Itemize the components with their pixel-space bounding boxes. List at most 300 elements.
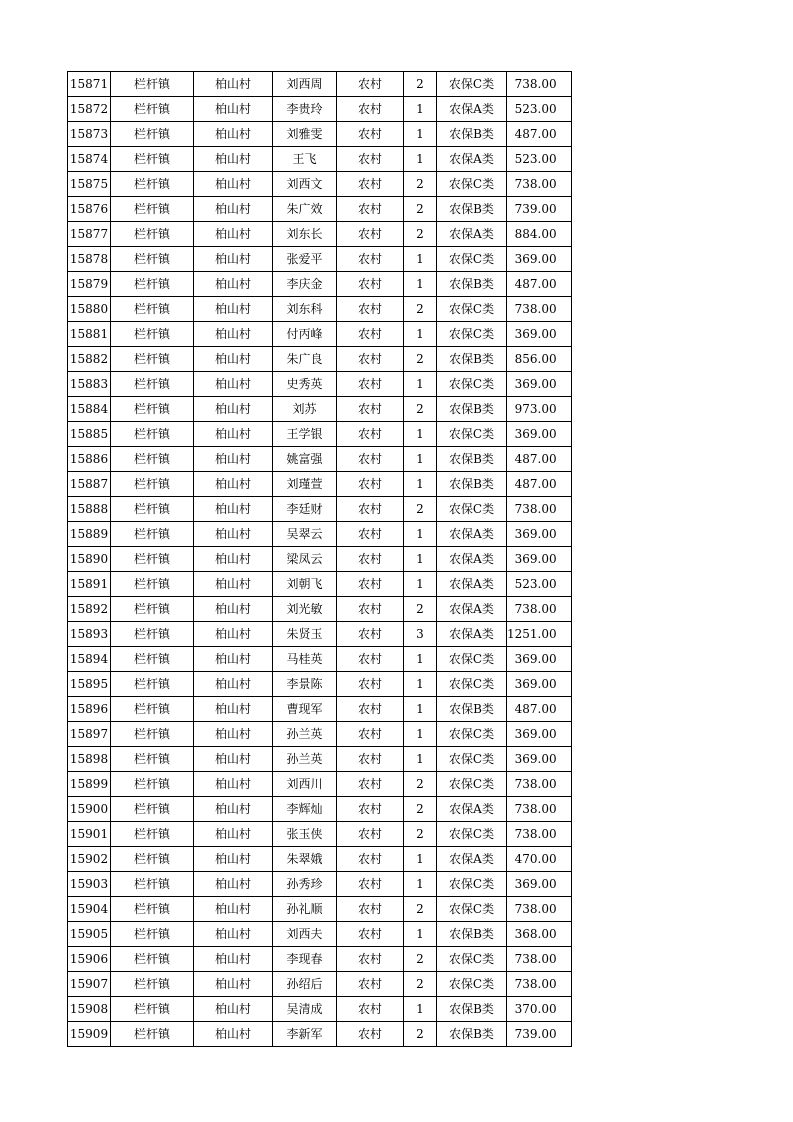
town-cell: 栏杆镇 [111, 447, 194, 472]
household-size-cell: 2 [404, 947, 437, 972]
town-cell: 栏杆镇 [111, 647, 194, 672]
table-row [68, 397, 572, 422]
table-row [68, 997, 572, 1022]
data-table [67, 71, 572, 1047]
insurance-category-cell: 农保A类 [437, 797, 507, 822]
town-cell: 栏杆镇 [111, 372, 194, 397]
household-type-cell: 农村 [337, 672, 404, 697]
household-type-cell: 农村 [337, 322, 404, 347]
household-size-cell: 1 [404, 847, 437, 872]
village-cell: 柏山村 [194, 372, 273, 397]
town-cell: 栏杆镇 [111, 772, 194, 797]
name-cell: 朱广良 [273, 347, 337, 372]
record-id-cell: 15896 [68, 697, 111, 722]
name-cell: 刘东科 [273, 297, 337, 322]
name-cell: 李新军 [273, 1022, 337, 1047]
insurance-category-cell: 农保C类 [437, 647, 507, 672]
village-cell: 柏山村 [194, 322, 273, 347]
record-id-cell: 15879 [68, 272, 111, 297]
name-cell: 付丙峰 [273, 322, 337, 347]
name-cell: 李贵玲 [273, 97, 337, 122]
household-type-cell: 农村 [337, 922, 404, 947]
household-size-cell: 2 [404, 72, 437, 97]
name-cell: 孙兰英 [273, 747, 337, 772]
village-cell: 柏山村 [194, 622, 273, 647]
village-cell: 柏山村 [194, 822, 273, 847]
village-cell: 柏山村 [194, 947, 273, 972]
household-size-cell: 1 [404, 147, 437, 172]
name-cell: 梁凤云 [273, 547, 337, 572]
household-size-cell: 3 [404, 622, 437, 647]
town-cell: 栏杆镇 [111, 497, 194, 522]
town-cell: 栏杆镇 [111, 1022, 194, 1047]
household-size-cell: 1 [404, 522, 437, 547]
town-cell: 栏杆镇 [111, 347, 194, 372]
household-size-cell: 2 [404, 347, 437, 372]
village-cell: 柏山村 [194, 197, 273, 222]
household-type-cell: 农村 [337, 722, 404, 747]
village-cell: 柏山村 [194, 597, 273, 622]
village-cell: 柏山村 [194, 547, 273, 572]
household-size-cell: 1 [404, 672, 437, 697]
record-id-cell: 15877 [68, 222, 111, 247]
amount-cell: 856.00 [507, 347, 572, 372]
insurance-category-cell: 农保B类 [437, 197, 507, 222]
name-cell: 孙绍后 [273, 972, 337, 997]
household-type-cell: 农村 [337, 172, 404, 197]
insurance-category-cell: 农保C类 [437, 872, 507, 897]
amount-cell: 487.00 [507, 472, 572, 497]
table-row [68, 947, 572, 972]
household-type-cell: 农村 [337, 522, 404, 547]
household-type-cell: 农村 [337, 222, 404, 247]
town-cell: 栏杆镇 [111, 797, 194, 822]
household-size-cell: 1 [404, 122, 437, 147]
village-cell: 柏山村 [194, 272, 273, 297]
household-size-cell: 2 [404, 222, 437, 247]
record-id-cell: 15899 [68, 772, 111, 797]
village-cell: 柏山村 [194, 522, 273, 547]
town-cell: 栏杆镇 [111, 172, 194, 197]
amount-cell: 738.00 [507, 797, 572, 822]
amount-cell: 523.00 [507, 97, 572, 122]
village-cell: 柏山村 [194, 497, 273, 522]
table-row [68, 72, 572, 97]
amount-cell: 368.00 [507, 922, 572, 947]
table-row [68, 347, 572, 372]
record-id-cell: 15874 [68, 147, 111, 172]
record-id-cell: 15906 [68, 947, 111, 972]
insurance-category-cell: 农保C类 [437, 972, 507, 997]
insurance-category-cell: 农保A类 [437, 522, 507, 547]
record-id-cell: 15880 [68, 297, 111, 322]
town-cell: 栏杆镇 [111, 997, 194, 1022]
amount-cell: 523.00 [507, 147, 572, 172]
household-type-cell: 农村 [337, 772, 404, 797]
household-size-cell: 1 [404, 272, 437, 297]
table-row [68, 622, 572, 647]
insurance-category-cell: 农保A类 [437, 572, 507, 597]
town-cell: 栏杆镇 [111, 672, 194, 697]
village-cell: 柏山村 [194, 872, 273, 897]
record-id-cell: 15884 [68, 397, 111, 422]
town-cell: 栏杆镇 [111, 97, 194, 122]
record-id-cell: 15894 [68, 647, 111, 672]
town-cell: 栏杆镇 [111, 72, 194, 97]
table-row [68, 472, 572, 497]
insurance-category-cell: 农保C类 [437, 897, 507, 922]
household-type-cell: 农村 [337, 447, 404, 472]
amount-cell: 738.00 [507, 72, 572, 97]
insurance-category-cell: 农保A类 [437, 147, 507, 172]
household-type-cell: 农村 [337, 697, 404, 722]
amount-cell: 487.00 [507, 447, 572, 472]
household-type-cell: 农村 [337, 397, 404, 422]
village-cell: 柏山村 [194, 97, 273, 122]
name-cell: 李庆金 [273, 272, 337, 297]
town-cell: 栏杆镇 [111, 322, 194, 347]
household-size-cell: 2 [404, 397, 437, 422]
amount-cell: 738.00 [507, 172, 572, 197]
record-id-cell: 15908 [68, 997, 111, 1022]
insurance-category-cell: 农保B类 [437, 122, 507, 147]
town-cell: 栏杆镇 [111, 547, 194, 572]
household-size-cell: 1 [404, 747, 437, 772]
table-row [68, 647, 572, 672]
insurance-category-cell: 农保B类 [437, 697, 507, 722]
amount-cell: 369.00 [507, 547, 572, 572]
record-id-cell: 15888 [68, 497, 111, 522]
name-cell: 姚富强 [273, 447, 337, 472]
household-size-cell: 2 [404, 797, 437, 822]
insurance-category-cell: 农保C类 [437, 947, 507, 972]
town-cell: 栏杆镇 [111, 972, 194, 997]
town-cell: 栏杆镇 [111, 822, 194, 847]
town-cell: 栏杆镇 [111, 572, 194, 597]
household-type-cell: 农村 [337, 597, 404, 622]
household-type-cell: 农村 [337, 472, 404, 497]
name-cell: 王学银 [273, 422, 337, 447]
amount-cell: 973.00 [507, 397, 572, 422]
record-id-cell: 15904 [68, 897, 111, 922]
amount-cell: 738.00 [507, 822, 572, 847]
household-type-cell: 农村 [337, 297, 404, 322]
name-cell: 吴翠云 [273, 522, 337, 547]
amount-cell: 738.00 [507, 597, 572, 622]
insurance-category-cell: 农保C类 [437, 422, 507, 447]
table-row [68, 972, 572, 997]
record-id-cell: 15890 [68, 547, 111, 572]
name-cell: 刘东长 [273, 222, 337, 247]
household-type-cell: 农村 [337, 797, 404, 822]
table-row [68, 172, 572, 197]
table-row [68, 547, 572, 572]
name-cell: 朱翠娥 [273, 847, 337, 872]
amount-cell: 739.00 [507, 197, 572, 222]
household-size-cell: 2 [404, 772, 437, 797]
amount-cell: 369.00 [507, 322, 572, 347]
amount-cell: 369.00 [507, 372, 572, 397]
village-cell: 柏山村 [194, 447, 273, 472]
table-row [68, 1022, 572, 1047]
record-id-cell: 15895 [68, 672, 111, 697]
table-row [68, 422, 572, 447]
table-row [68, 147, 572, 172]
name-cell: 刘西周 [273, 72, 337, 97]
household-size-cell: 1 [404, 572, 437, 597]
town-cell: 栏杆镇 [111, 147, 194, 172]
household-size-cell: 1 [404, 422, 437, 447]
insurance-category-cell: 农保B类 [437, 347, 507, 372]
town-cell: 栏杆镇 [111, 247, 194, 272]
household-size-cell: 2 [404, 972, 437, 997]
record-id-cell: 15903 [68, 872, 111, 897]
village-cell: 柏山村 [194, 397, 273, 422]
record-id-cell: 15909 [68, 1022, 111, 1047]
table-row [68, 97, 572, 122]
name-cell: 张玉侠 [273, 822, 337, 847]
household-type-cell: 农村 [337, 897, 404, 922]
village-cell: 柏山村 [194, 997, 273, 1022]
household-type-cell: 农村 [337, 572, 404, 597]
record-id-cell: 15898 [68, 747, 111, 772]
village-cell: 柏山村 [194, 122, 273, 147]
household-size-cell: 1 [404, 247, 437, 272]
town-cell: 栏杆镇 [111, 697, 194, 722]
insurance-category-cell: 农保A类 [437, 597, 507, 622]
insurance-category-cell: 农保C类 [437, 172, 507, 197]
table-row [68, 322, 572, 347]
household-type-cell: 农村 [337, 972, 404, 997]
table-row [68, 872, 572, 897]
name-cell: 刘瑾萱 [273, 472, 337, 497]
name-cell: 李辉灿 [273, 797, 337, 822]
amount-cell: 738.00 [507, 497, 572, 522]
record-id-cell: 15892 [68, 597, 111, 622]
town-cell: 栏杆镇 [111, 722, 194, 747]
insurance-category-cell: 农保A类 [437, 547, 507, 572]
table-row [68, 297, 572, 322]
record-id-cell: 15878 [68, 247, 111, 272]
amount-cell: 470.00 [507, 847, 572, 872]
household-size-cell: 2 [404, 197, 437, 222]
table-row [68, 697, 572, 722]
household-type-cell: 农村 [337, 622, 404, 647]
insurance-category-cell: 农保C类 [437, 497, 507, 522]
table-row [68, 897, 572, 922]
household-size-cell: 1 [404, 647, 437, 672]
town-cell: 栏杆镇 [111, 597, 194, 622]
town-cell: 栏杆镇 [111, 872, 194, 897]
household-type-cell: 农村 [337, 547, 404, 572]
insurance-category-cell: 农保B类 [437, 1022, 507, 1047]
insurance-category-cell: 农保A类 [437, 222, 507, 247]
amount-cell: 487.00 [507, 122, 572, 147]
amount-cell: 738.00 [507, 772, 572, 797]
insurance-category-cell: 农保C类 [437, 372, 507, 397]
insurance-category-cell: 农保B类 [437, 397, 507, 422]
record-id-cell: 15882 [68, 347, 111, 372]
household-type-cell: 农村 [337, 497, 404, 522]
village-cell: 柏山村 [194, 1022, 273, 1047]
name-cell: 孙礼顺 [273, 897, 337, 922]
village-cell: 柏山村 [194, 747, 273, 772]
household-size-cell: 2 [404, 597, 437, 622]
household-type-cell: 农村 [337, 647, 404, 672]
name-cell: 吴清成 [273, 997, 337, 1022]
insurance-category-cell: 农保B类 [437, 997, 507, 1022]
name-cell: 刘雅雯 [273, 122, 337, 147]
table-row [68, 372, 572, 397]
table-row [68, 672, 572, 697]
name-cell: 孙兰英 [273, 722, 337, 747]
village-cell: 柏山村 [194, 472, 273, 497]
household-type-cell: 农村 [337, 747, 404, 772]
household-size-cell: 1 [404, 322, 437, 347]
household-type-cell: 农村 [337, 122, 404, 147]
insurance-category-cell: 农保C类 [437, 822, 507, 847]
village-cell: 柏山村 [194, 922, 273, 947]
table-row [68, 722, 572, 747]
insurance-category-cell: 农保B类 [437, 447, 507, 472]
household-type-cell: 农村 [337, 247, 404, 272]
record-id-cell: 15885 [68, 422, 111, 447]
town-cell: 栏杆镇 [111, 847, 194, 872]
household-type-cell: 农村 [337, 72, 404, 97]
record-id-cell: 15876 [68, 197, 111, 222]
name-cell: 朱广效 [273, 197, 337, 222]
household-size-cell: 2 [404, 172, 437, 197]
household-type-cell: 农村 [337, 197, 404, 222]
household-size-cell: 1 [404, 922, 437, 947]
insurance-category-cell: 农保C类 [437, 322, 507, 347]
table-row [68, 522, 572, 547]
village-cell: 柏山村 [194, 347, 273, 372]
record-id-cell: 15889 [68, 522, 111, 547]
town-cell: 栏杆镇 [111, 522, 194, 547]
table-row [68, 447, 572, 472]
amount-cell: 369.00 [507, 422, 572, 447]
amount-cell: 487.00 [507, 272, 572, 297]
town-cell: 栏杆镇 [111, 197, 194, 222]
insurance-category-cell: 农保C类 [437, 722, 507, 747]
record-id-cell: 15897 [68, 722, 111, 747]
household-size-cell: 2 [404, 297, 437, 322]
town-cell: 栏杆镇 [111, 397, 194, 422]
amount-cell: 738.00 [507, 947, 572, 972]
name-cell: 史秀英 [273, 372, 337, 397]
village-cell: 柏山村 [194, 772, 273, 797]
name-cell: 李现春 [273, 947, 337, 972]
household-size-cell: 1 [404, 472, 437, 497]
village-cell: 柏山村 [194, 72, 273, 97]
household-size-cell: 2 [404, 822, 437, 847]
household-size-cell: 1 [404, 997, 437, 1022]
household-type-cell: 农村 [337, 822, 404, 847]
name-cell: 马桂英 [273, 647, 337, 672]
amount-cell: 738.00 [507, 297, 572, 322]
household-size-cell: 1 [404, 547, 437, 572]
town-cell: 栏杆镇 [111, 897, 194, 922]
household-type-cell: 农村 [337, 272, 404, 297]
village-cell: 柏山村 [194, 247, 273, 272]
household-size-cell: 2 [404, 497, 437, 522]
amount-cell: 884.00 [507, 222, 572, 247]
record-id-cell: 15907 [68, 972, 111, 997]
insurance-category-cell: 农保A类 [437, 622, 507, 647]
amount-cell: 369.00 [507, 872, 572, 897]
amount-cell: 369.00 [507, 522, 572, 547]
town-cell: 栏杆镇 [111, 472, 194, 497]
insurance-category-cell: 农保B类 [437, 472, 507, 497]
village-cell: 柏山村 [194, 697, 273, 722]
record-id-cell: 15872 [68, 97, 111, 122]
name-cell: 朱贤玉 [273, 622, 337, 647]
table-row [68, 497, 572, 522]
household-size-cell: 2 [404, 897, 437, 922]
household-type-cell: 农村 [337, 947, 404, 972]
table-row [68, 822, 572, 847]
household-type-cell: 农村 [337, 372, 404, 397]
name-cell: 曹现军 [273, 697, 337, 722]
household-type-cell: 农村 [337, 872, 404, 897]
household-size-cell: 1 [404, 97, 437, 122]
name-cell: 王飞 [273, 147, 337, 172]
table-row [68, 272, 572, 297]
amount-cell: 487.00 [507, 697, 572, 722]
insurance-category-cell: 农保B类 [437, 272, 507, 297]
household-type-cell: 农村 [337, 347, 404, 372]
name-cell: 孙秀珍 [273, 872, 337, 897]
name-cell: 李廷财 [273, 497, 337, 522]
insurance-category-cell: 农保B类 [437, 922, 507, 947]
table-row [68, 747, 572, 772]
village-cell: 柏山村 [194, 647, 273, 672]
table-row [68, 797, 572, 822]
amount-cell: 738.00 [507, 897, 572, 922]
record-id-cell: 15873 [68, 122, 111, 147]
table-body [68, 72, 572, 1047]
table-row [68, 122, 572, 147]
table-row [68, 247, 572, 272]
record-id-cell: 15891 [68, 572, 111, 597]
record-id-cell: 15893 [68, 622, 111, 647]
village-cell: 柏山村 [194, 572, 273, 597]
village-cell: 柏山村 [194, 147, 273, 172]
amount-cell: 369.00 [507, 672, 572, 697]
household-type-cell: 农村 [337, 97, 404, 122]
town-cell: 栏杆镇 [111, 297, 194, 322]
town-cell: 栏杆镇 [111, 122, 194, 147]
insurance-category-cell: 农保A类 [437, 97, 507, 122]
record-id-cell: 15871 [68, 72, 111, 97]
village-cell: 柏山村 [194, 172, 273, 197]
record-id-cell: 15883 [68, 372, 111, 397]
name-cell: 李景陈 [273, 672, 337, 697]
name-cell: 刘朝飞 [273, 572, 337, 597]
household-size-cell: 2 [404, 1022, 437, 1047]
record-id-cell: 15875 [68, 172, 111, 197]
table-row [68, 572, 572, 597]
table-row [68, 772, 572, 797]
record-id-cell: 15905 [68, 922, 111, 947]
insurance-category-cell: 农保C类 [437, 747, 507, 772]
village-cell: 柏山村 [194, 222, 273, 247]
record-id-cell: 15902 [68, 847, 111, 872]
amount-cell: 739.00 [507, 1022, 572, 1047]
insurance-category-cell: 农保C类 [437, 247, 507, 272]
name-cell: 刘西川 [273, 772, 337, 797]
